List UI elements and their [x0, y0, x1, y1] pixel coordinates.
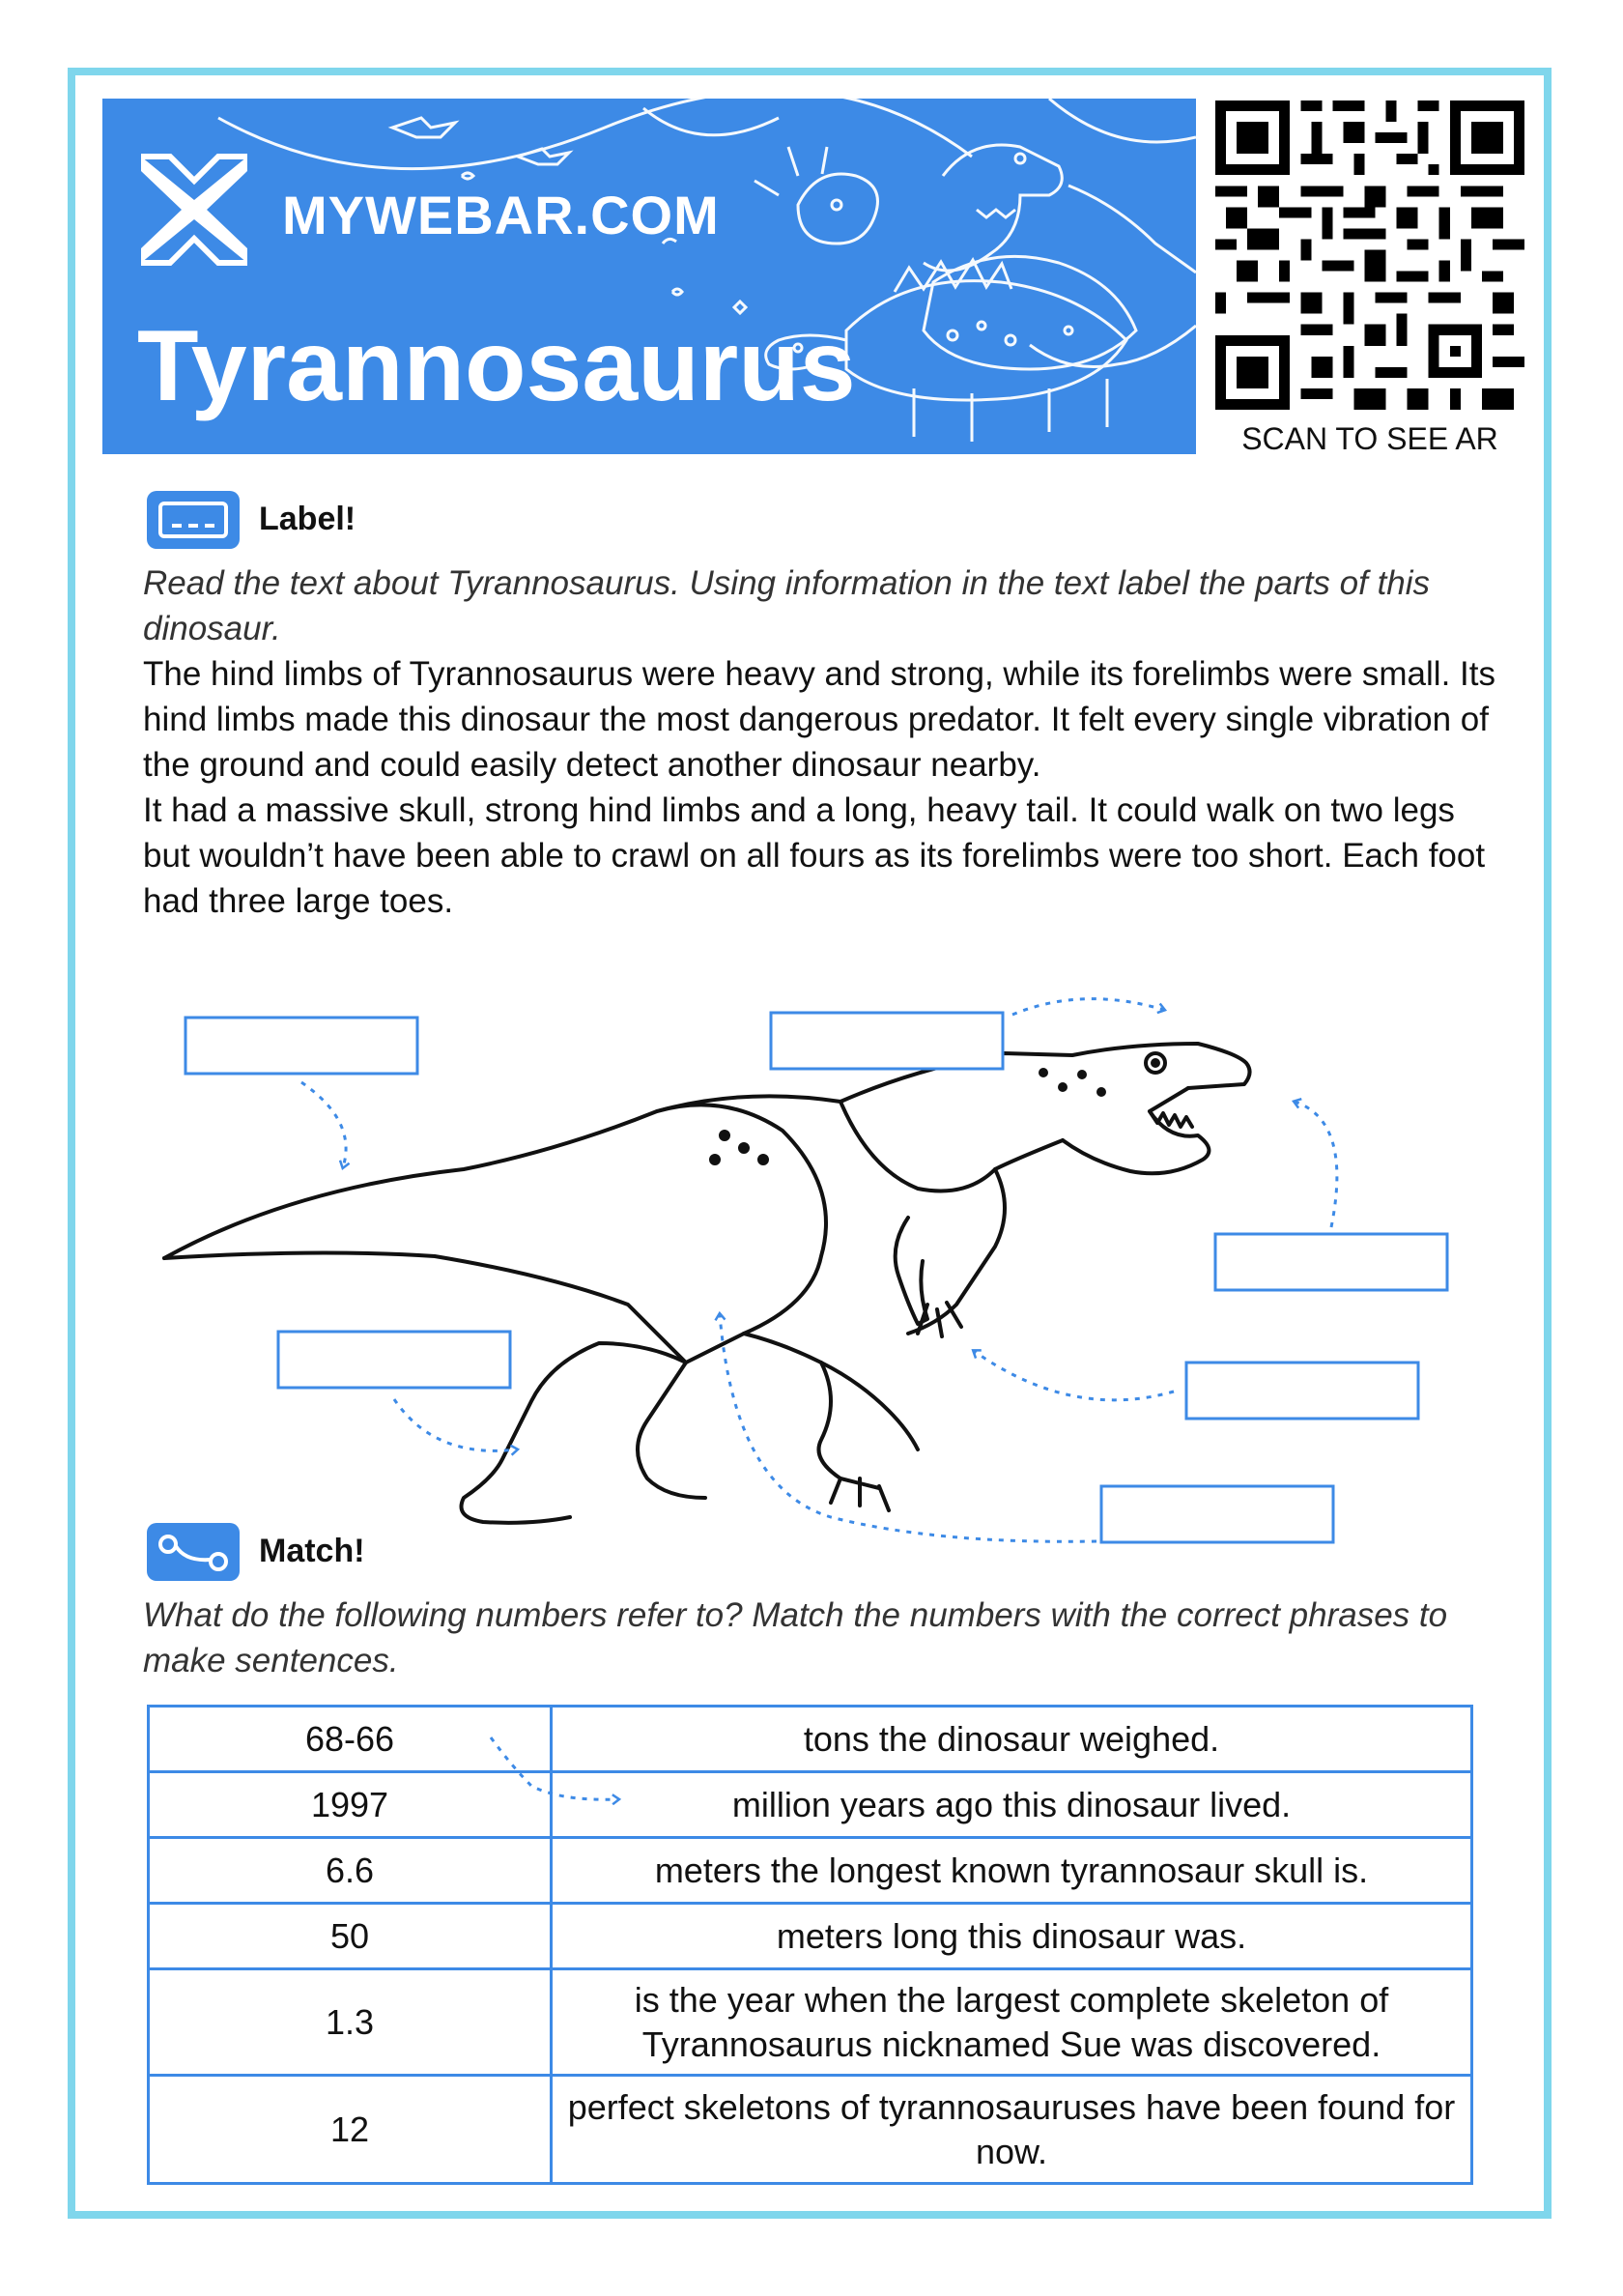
header-banner — [102, 99, 1196, 454]
brand-name: MYWEBAR.COM — [282, 185, 720, 245]
tyrannosaurus-drawing — [164, 1044, 1250, 1523]
labeling-diagram — [145, 995, 1478, 1565]
match-heading: Match! — [259, 1533, 365, 1569]
table-row — [149, 1707, 1472, 1772]
match-number: 1.3 — [149, 1969, 552, 2076]
match-number: 1997 — [149, 1772, 552, 1838]
label-blank-box[interactable] — [278, 1332, 510, 1388]
label-paragraph-1: The hind limbs of Tyrannosaurus were heavy and strong, while its forelimbs were small. Its hind limbs made this dinosaur the most dangerous predator. It felt every single vibration of the ground and could easily detect another dinosaur nearby. — [143, 655, 1495, 784]
match-instruction: What do the following numbers refer to? Match the numbers with the correct phrases to make sentences. — [143, 1596, 1448, 1679]
match-number: 50 — [149, 1904, 552, 1969]
mywebar-logo-icon — [131, 147, 257, 273]
label-icon — [147, 491, 240, 549]
match-number: 12 — [149, 2076, 552, 2184]
label-heading: Label! — [259, 501, 356, 537]
table-row — [149, 1904, 1472, 1969]
label-paragraph-2: It had a massive skull, strong hind limbs and a long, heavy tail. It could walk on two legs but wouldn’t have been able to crawl on all fours as its forelimbs were too short. Each foot had three large toes. — [143, 791, 1486, 920]
match-phrase: tons the dinosaur weighed. — [552, 1707, 1472, 1772]
match-phrase: million years ago this dinosaur lived. — [552, 1772, 1472, 1838]
match-phrase: perfect skeletons of tyrannosauruses have been found for now. — [552, 2076, 1472, 2184]
page-title: Tyrannosaurus — [137, 310, 856, 422]
label-blank-box[interactable] — [771, 1013, 1003, 1069]
match-icon — [147, 1523, 240, 1581]
label-blank-box[interactable] — [1215, 1234, 1447, 1290]
label-text — [143, 651, 1495, 924]
match-number: 68-66 — [149, 1707, 552, 1772]
label-blank-box[interactable] — [1186, 1363, 1418, 1419]
table-row — [149, 1838, 1472, 1904]
label-instruction: Read the text about Tyrannosaurus. Using information in the text label the parts of this dinosaur. — [143, 564, 1431, 647]
match-phrase: meters long this dinosaur was. — [552, 1904, 1472, 1969]
label-blank-box[interactable] — [185, 1018, 417, 1074]
match-phrase: is the year when the largest complete skeleton of Tyrannosaurus nicknamed Sue was discovered. — [552, 1969, 1472, 2076]
table-row — [149, 1969, 1472, 2076]
qr-caption: SCAN TO SEE AR — [1241, 421, 1498, 456]
label-blank-box[interactable] — [1101, 1486, 1333, 1542]
qr-code-icon[interactable] — [1215, 100, 1524, 410]
match-example-arrow — [483, 1728, 638, 1805]
match-table — [147, 1705, 1473, 2185]
match-number: 6.6 — [149, 1838, 552, 1904]
table-row — [149, 2076, 1472, 2184]
match-phrase: meters the longest known tyrannosaur skull is. — [552, 1838, 1472, 1904]
table-row — [149, 1772, 1472, 1838]
